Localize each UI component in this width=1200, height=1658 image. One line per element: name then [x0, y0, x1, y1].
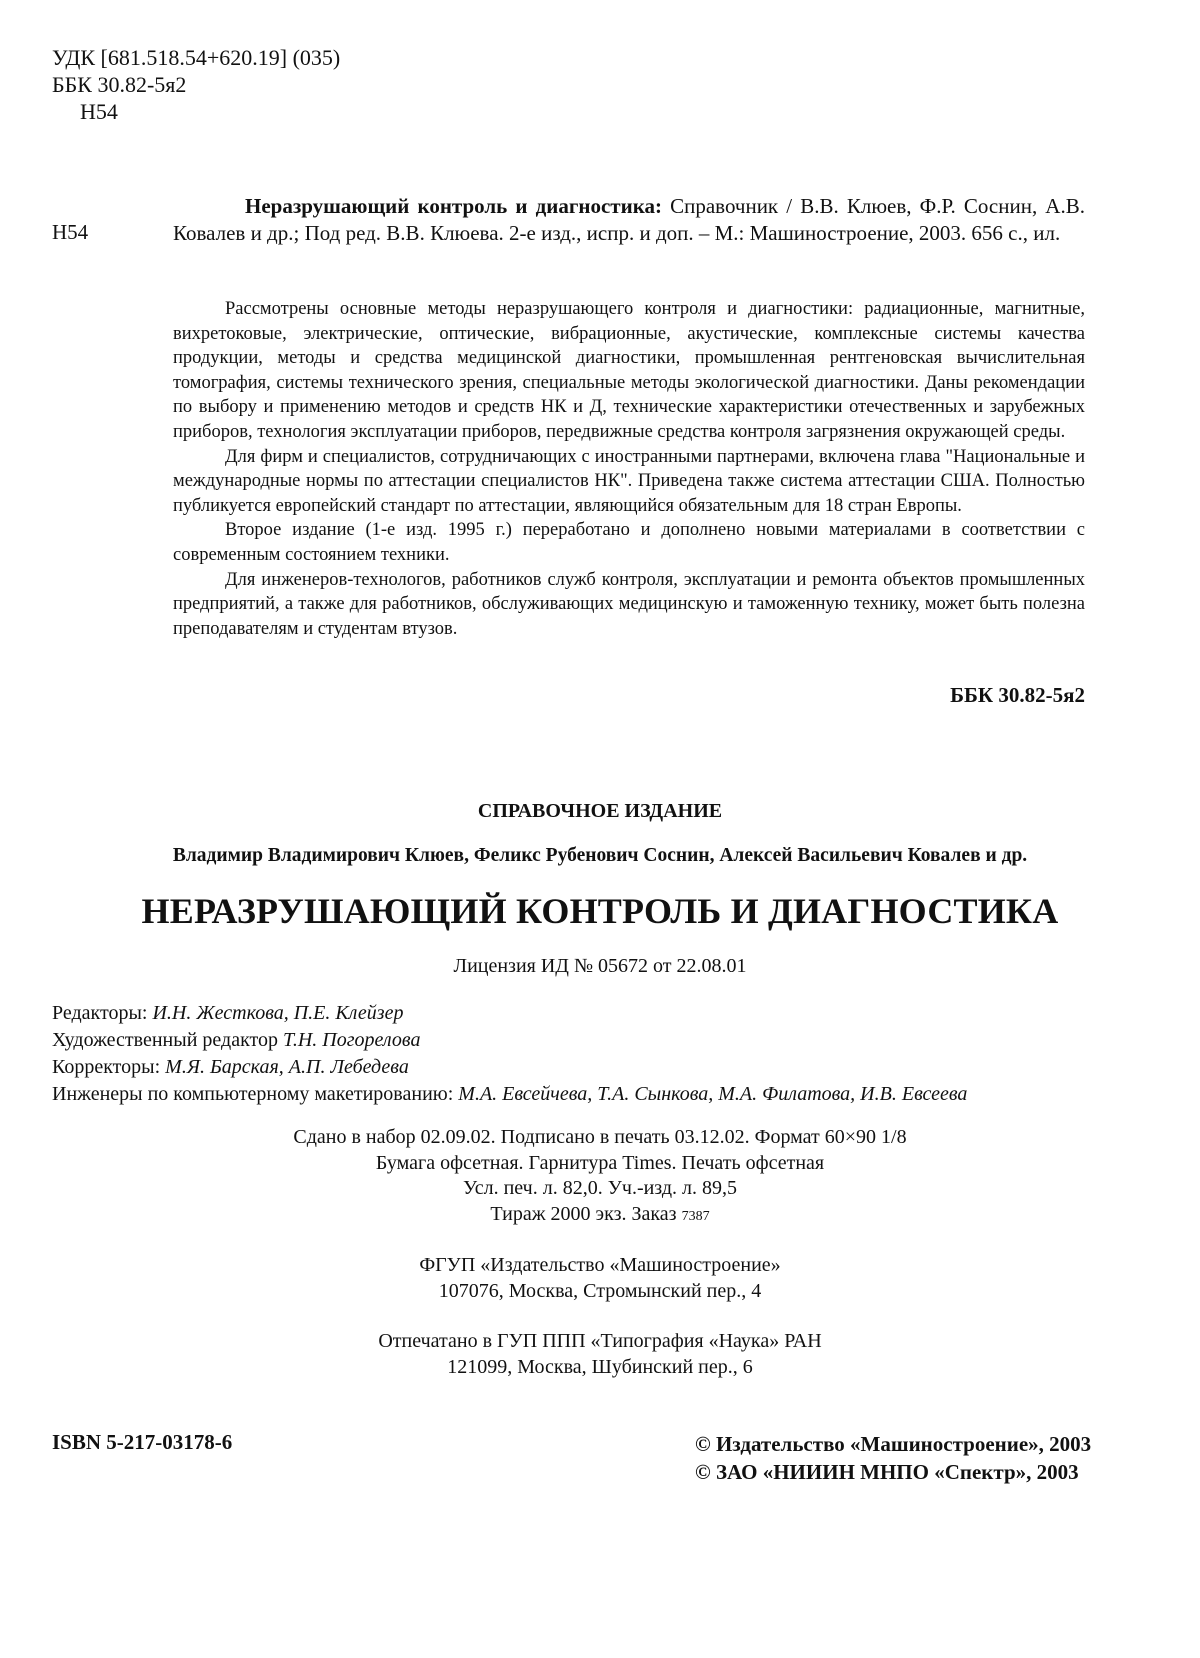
imprint-line: Бумага офсетная. Гарнитура Times. Печать офсетная	[375, 1151, 825, 1174]
credit-line	[52, 1000, 967, 1027]
credit-role: Корректоры:	[52, 1056, 166, 1078]
bbk-code: ББК 30.82-5я2	[52, 72, 187, 97]
credit-role: Редакторы:	[52, 1002, 153, 1024]
credit-line	[52, 1081, 967, 1108]
copyright-line: © Издательство «Машиностроение», 2003	[695, 1432, 1092, 1456]
imprint-line	[0, 1202, 1200, 1230]
imprint	[0, 1125, 1200, 1229]
abstract-paragraph: Для инженеров-технологов, работников служб контроля, эксплуатации и ремонта объектов промышленных предприятий, а также для работников, обслуживающих медицинскую и таможенную технику, может быть полезна преподавателям и студентам втузов.	[173, 569, 1085, 639]
imprint-line: Усл. печ. л. 82,0. Уч.-изд. л. 89,5	[462, 1177, 737, 1199]
abstract-paragraph: Рассмотрены основные методы неразрушающего контроля и диагностики: радиационные, магнитные, вихретоковые, электрические, оптические, вибрационные, акустические, комплексные системы качества продукции, методы и средства медицинской диагностики, промышленная рентгеновская вычислительная томография, системы технического зрения, специальные методы экологической диагностики. Даны рекомендации по выбору и применению методов и средств НК и Д, технические характеристики отечественных и зарубежных приборов, технология эксплуатации приборов, передвижные средства контроля загрязнения окружающей среды.	[173, 299, 1085, 442]
printer-address: 121099, Москва, Шубинский пер., 6	[447, 1356, 753, 1378]
license: Лицензия ИД № 05672 от 22.08.01	[453, 955, 747, 977]
imprint-line: Сдано в набор 02.09.02. Подписано в печать 03.12.02. Формат 60×90 1/8	[293, 1126, 907, 1148]
author-mark: Н54	[80, 99, 118, 124]
print-run: Тираж 2000 экз. Заказ	[490, 1202, 682, 1225]
credit-names: Т.Н. Погорелова	[283, 1029, 421, 1051]
credits	[52, 1000, 967, 1108]
bbk-code-right: ББК 30.82-5я2	[950, 683, 1085, 707]
credit-names: И.Н. Жесткова, П.Е. Клейзер	[152, 1002, 404, 1024]
citation-author-mark: Н54	[52, 220, 89, 244]
order-number: 7387	[681, 1208, 710, 1224]
abstract	[173, 297, 1085, 641]
authors: Владимир Владимирович Клюев, Феликс Рубенович Соснин, Алексей Васильевич Ковалев и др.	[172, 845, 1028, 866]
copyright	[695, 1430, 1091, 1486]
abstract-paragraph: Второе издание (1-е изд. 1995 г.) переработано и дополнено новыми материалами в соответствии с современным состоянием техники.	[173, 520, 1085, 565]
udk-code: УДК [681.518.54+620.19] (035)	[52, 45, 341, 70]
book-title: НЕРАЗРУШАЮЩИЙ КОНТРОЛЬ И ДИАГНОСТИКА	[141, 891, 1059, 931]
credit-names: М.А. Евсейчева, Т.А. Сынкова, М.А. Филатова, И.В. Евсеева	[458, 1083, 968, 1105]
credit-role: Художественный редактор	[52, 1029, 283, 1051]
abstract-paragraph: Для фирм и специалистов, сотрудничающих с иностранными партнерами, включена глава "Национальные и международные нормы по аттестации специалистов НК". Приведена также система аттестации США. Полностью публикуется европейский стандарт по аттестации, являющийся обязательным для 18 стран Европы.	[173, 446, 1085, 516]
bibliographic-citation	[173, 193, 1085, 247]
credit-role: Инженеры по компьютерному макетированию:	[52, 1083, 459, 1105]
classification-block	[52, 44, 340, 125]
credit-names: М.Я. Барская, А.П. Лебедева	[165, 1056, 409, 1078]
credit-line	[52, 1054, 967, 1081]
publisher-address: 107076, Москва, Стромынский пер., 4	[438, 1280, 762, 1302]
publisher-name: ФГУП «Издательство «Машиностроение»	[419, 1254, 781, 1276]
isbn: ISBN 5-217-03178-6	[52, 1430, 233, 1454]
citation-details: Справочник / В.В. Клюев, Ф.Р. Соснин, А.В. Ковалев и др.; Под ред. В.В. Клюева. 2-е изд., испр. и доп. – М.: Машиностроение, 2003. 656 с., ил.	[173, 194, 1085, 245]
credit-line	[52, 1027, 967, 1054]
publisher	[0, 1252, 1200, 1304]
printer-name: Отпечатано в ГУП ППП «Типография «Наука» РАН	[378, 1330, 822, 1352]
edition-kind: СПРАВОЧНОЕ ИЗДАНИЕ	[477, 800, 723, 822]
citation-title: Неразрушающий контроль и диагностика:	[245, 194, 662, 218]
printer	[0, 1328, 1200, 1380]
copyright-line: © ЗАО «НИИИН МНПО «Спектр», 2003	[695, 1460, 1079, 1484]
